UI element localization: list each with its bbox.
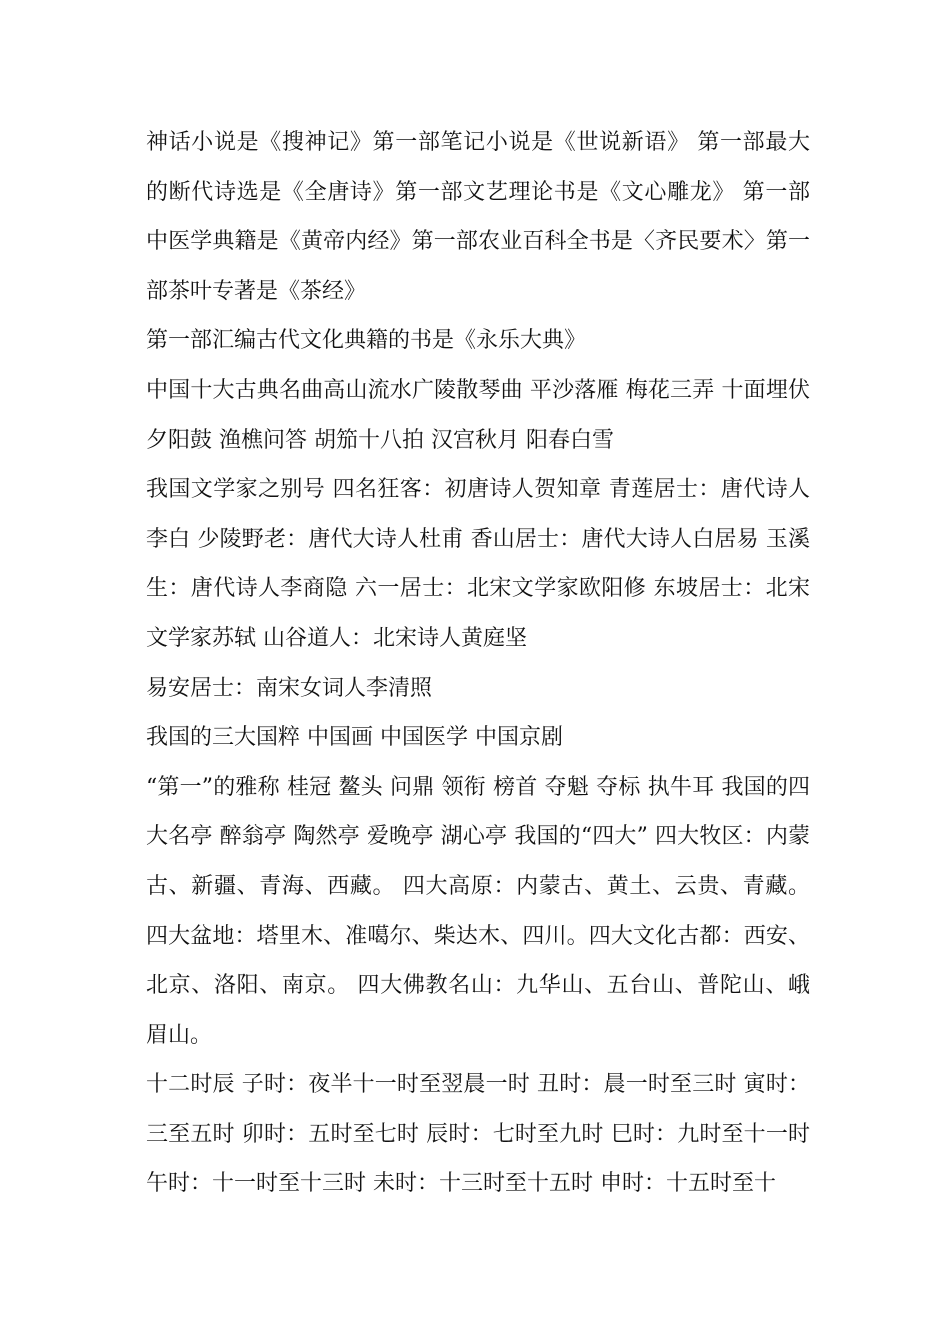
paragraph-twelve-shichen: 十二时辰 子时：夜半十一时至翌晨一时 丑时：晨一时至三时 寅时：三至五时 卯时：五时至七时 辰时：七时至九时 巳时：九时至十一时午时：十一时至十三时 未时：十三时至十五时 申时：十五时至十 [146,1072,810,1197]
paragraph-li-qingzhao: 易安居士：南宋女词人李清照 [146,675,433,701]
paragraph-yongle-dadian: 第一部汇编古代文化典籍的书是《永乐大典》 [146,328,587,354]
paragraph-ten-classical-tunes: 中国十大古典名曲高山流水广陵散琴曲 平沙落雁 梅花三弄 十面埋伏 夕阳鼓 渔樵问答 胡笳十八拍 汉宫秋月 阳春白雪 [146,377,817,453]
paragraph-literati-pseudonyms: 我国文学家之别号 四名狂客：初唐诗人贺知章 青莲居士：唐代诗人李白 少陵野老：唐代大诗人杜甫 香山居士：唐代大诗人白居易 玉溪生：唐代诗人李商隐 六一居士：北宋文学家欧阳修 东坡居士：北宋文学家苏轼 山谷道人：北宋诗人黄庭坚 [146,477,810,651]
paragraph-three-national-treasures: 我国的三大国粹 中国画 中国医学 中国京剧 [146,725,563,751]
paragraph-first-works: 神话小说是《搜神记》第一部笔记小说是《世说新语》 第一部最大的断代诗选是《全唐诗》第一部文艺理论书是《文心雕龙》 第一部中医学典籍是《黄帝内经》第一部农业百科全书是〈齐民要术〉第一部茶叶专著是《茶经》 [146,130,810,304]
document-body [146,118,817,1209]
paragraph-first-and-four-greats: “第一”的雅称 桂冠 鳌头 问鼎 领衔 榜首 夺魁 夺标 执牛耳 我国的四大名亭 醉翁亭 陶然亭 爱晚亭 湖心亭 我国的“四大” 四大牧区：内蒙古、新疆、青海、西藏。 四大高原：内蒙古、黄土、云贵、青藏。 四大盆地：塔里木、准噶尔、柴达木、四川。四大文化古都：西安、北京、洛阳、南京。 四大佛教名山：九华山、五台山、普陀山、峨眉山。 [146,774,817,1048]
